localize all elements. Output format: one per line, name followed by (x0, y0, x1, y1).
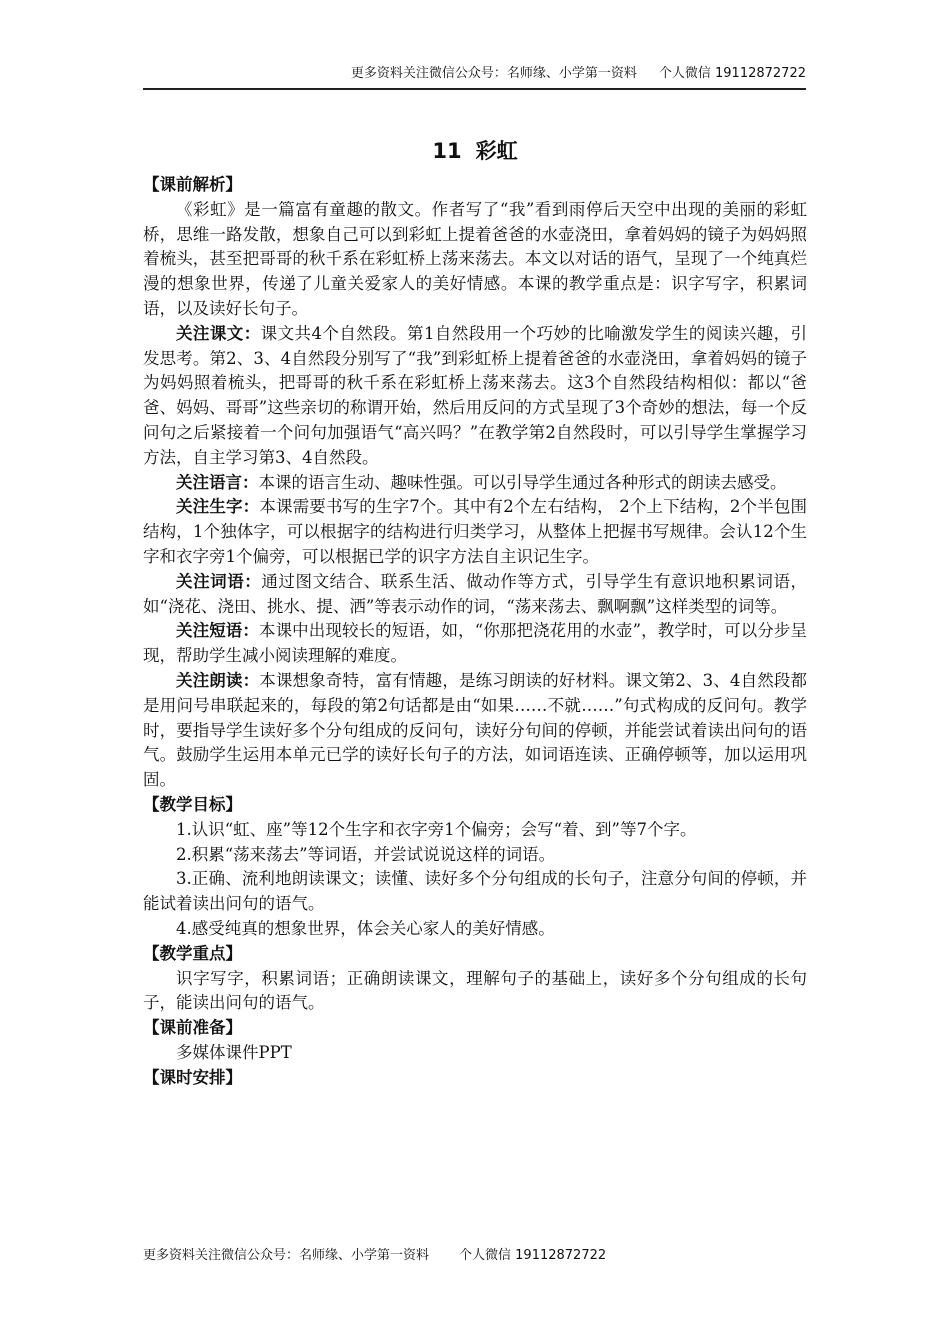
focus-phrases-label: 关注短语： (176, 621, 259, 641)
lesson-title: 彩虹 (475, 139, 518, 163)
focus-chars-label: 关注生字： (176, 497, 260, 517)
focus-phrases-paragraph (143, 619, 807, 669)
footer-wechat: 个人微信 19112872722 (459, 1248, 607, 1263)
focus-phrases-body: 本课中出现较长的短语，如，“你那把浇花用的水壶”，教学时，可以分步呈现，帮助学生减小阅读理解的难度。 (143, 621, 808, 666)
goal-item: 3.正确、流利地朗读课文；读懂、读好多个分句组成的长句子，注意分句间的停顿，并能试着读出问句的语气。 (143, 869, 807, 914)
focus-text-label: 关注课文： (176, 323, 261, 343)
focus-chars-paragraph (143, 495, 807, 569)
focus-words-label: 关注词语： (176, 571, 262, 591)
analysis-intro: 《彩虹》是一篇富有童趣的散文。作者写了“我”看到雨停后天空中出现的美丽的彩虹桥，思维一路发散，想象自己可以到彩虹上提着爸爸的水壶浇田，拿着妈妈的镜子为妈妈照着梳头，甚至把哥哥的秋千系在彩虹桥上荡来荡去。本文以对话的语气，呈现了一个纯真烂漫的想象世界，传递了儿童关爱家人的美好情感。本课的教学重点是：识字写字，积累词语，以及读好长句子。 (143, 199, 807, 318)
focus-text-paragraph (143, 322, 807, 471)
focus-language-label: 关注语言： (176, 472, 259, 492)
focus-reading-paragraph (143, 669, 807, 793)
section-heading-preparation: 【课前准备】 (143, 1018, 242, 1038)
page-footer (143, 1246, 606, 1266)
section-heading-analysis: 【课前解析】 (143, 175, 242, 194)
document-body (143, 133, 807, 1090)
focus-words-paragraph (143, 570, 807, 620)
key-points-text: 识字写字，积累词语；正确朗读课文，理解句子的基础上，读好多个分句组成的长句子，能读出问句的语气。 (143, 968, 807, 1013)
lesson-number: 11 (432, 139, 462, 163)
header-wechat: 个人微信 19112872722 (658, 66, 806, 81)
section-heading-key-points: 【教学重点】 (143, 943, 242, 963)
goal-item: 4.感受纯真的想象世界，体会关心家人的美好情感。 (176, 918, 555, 938)
focus-reading-label: 关注朗读： (176, 670, 260, 690)
focus-words-body: 通过图文结合、联系生活、做动作等方式，引导学生有意识地积累词语，如“浇花、浇田、挑水、提、洒”等表示动作的词，“荡来荡去、飘啊飘”这样类型的词等。 (143, 571, 808, 616)
focus-language-body: 本课的语言生动、趣味性强。可以引导学生通过各种形式的朗读去感受。 (258, 472, 787, 492)
section-heading-goals: 【教学目标】 (143, 794, 242, 814)
preparation-text: 多媒体课件PPT (176, 1042, 292, 1062)
section-heading-schedule: 【课时安排】 (143, 1067, 242, 1087)
page-header (143, 64, 806, 90)
goal-item: 1.认识“虹、座”等12个生字和衣字旁1个偏旁；会写“着、到”等7个字。 (176, 819, 697, 839)
focus-reading-body: 本课想象奇特，富有情趣，是练习朗读的好材料。课文第2、3、4自然段都是用问号串联起来的，每段的第2句话都是由“如果……不就……”句式构成的反问句。教学时，要指导学生读好多个分句组成的反问句，读好分句间的停顿，并能尝试着读出问句的语气。鼓励学生运用本单元已学的读好长句子的方法，如词语连读、正确停顿等，加以运用巩固。 (143, 670, 808, 790)
focus-text-body: 课文共4个自然段。第1自然段用一个巧妙的比喻激发学生的阅读兴趣，引发思考。第2、3、4自然段分别写了“我”到彩虹桥上提着爸爸的水壶浇田，拿着妈妈的镜子为妈妈照着梳头，把哥哥的秋千系在彩虹桥上荡来荡去。这3个自然段结构相似：都以“爸爸、妈妈、哥哥”这些亲切的称谓开始，然后用反问的方式呈现了3个奇妙的想法，每一个反问句之后紧接着一个问句加强语气“高兴吗？”在教学第2自然段时，可以引导学生掌握学习方法，自主学习第3、4自然段。 (143, 323, 808, 467)
footer-source: 更多资料关注微信公众号：名师缘、小学第一资料 (143, 1248, 430, 1263)
focus-chars-body: 本课需要书写的生字7个。其中有2个左右结构， 2个上下结构，2个半包围结构，1个独体字，可以根据字的结构进行归类学习，从整体上把握书写规律。会认12个生字和衣字旁1个偏旁，可以根据已学的识字方法自主识记生字。 (143, 497, 807, 566)
header-source: 更多资料关注微信公众号：名师缘、小学第一资料 (350, 66, 637, 81)
page-title (143, 133, 807, 169)
focus-language-paragraph (143, 471, 807, 496)
goal-item: 2.积累“荡来荡去”等词语，并尝试说说这样的词语。 (176, 844, 556, 864)
